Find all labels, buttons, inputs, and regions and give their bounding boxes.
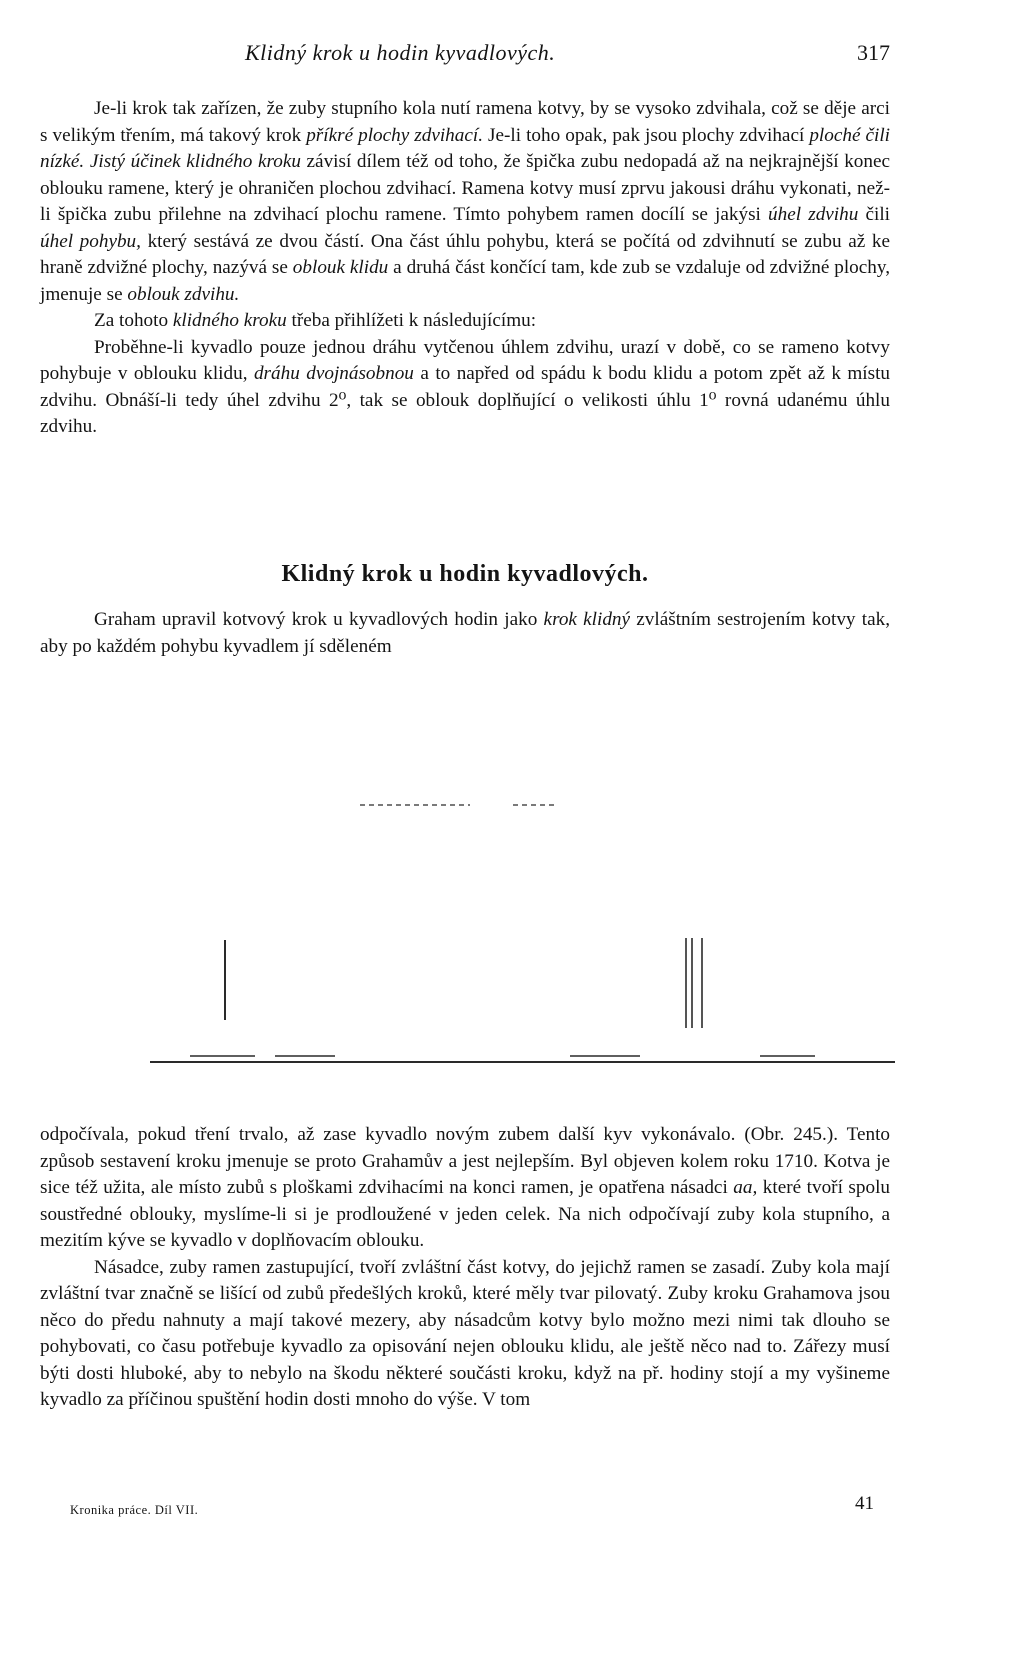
footer-source: Kronika práce. Díl VII. xyxy=(70,1503,199,1517)
paragraph xyxy=(40,607,890,660)
text-run: Za tohoto xyxy=(94,310,173,331)
text-run: které tvoří spolu soustředné oblouky, myslíme-li si je prodloužené v jeden celek. Na nich odpočívají zuby kola stupního, a mezitím kýve se kyvadlo v doplňovacím oblouku. xyxy=(40,1177,890,1251)
signature-mark: 41 xyxy=(855,1493,874,1514)
text-run: Proběhne-li kyvadlo pouze jednou dráhu vytčenou úhlem zdvihu, urazí v době, co se rameno kotvy pohybuje v oblouku klidu, xyxy=(40,336,890,384)
emphasis-text: ploché čili nízké. xyxy=(40,124,891,172)
text-run: který sestává ze dvou částí. Ona část úhlu pohybu, která se počítá od zdvihnutí se zubu až ke hraně zdvižné plochy, nazývá se xyxy=(40,230,890,278)
emphasis-text: oblouk klidu xyxy=(292,257,389,278)
page-number: 317 xyxy=(857,40,890,65)
text-block-upper xyxy=(40,96,890,441)
running-head xyxy=(40,40,890,70)
emphasis-text: úhel zdvihu xyxy=(768,204,859,225)
paragraph xyxy=(40,96,890,308)
text-run: odpočívala, pokud tření trvalo, až zase kyvadlo novým zubem další kyv vykonávalo. (Obr. 245.). Tento způsob sestavení kroku jmenuje se proto Grahamův a jest nejlepším. Byl objeven kolem roku 1710. Kotva je sice též užita, ale místo zubů s ploškami zdvihacími na konci ramen, je opatřena násadci xyxy=(40,1124,890,1198)
text-run: zvláštním sestrojením kotvy tak, aby po každém pohybu kyvadlem jí sděleném xyxy=(40,609,890,657)
emphasis-text: aa, xyxy=(733,1177,758,1198)
emphasis-text: Jistý účinek klidného kroku xyxy=(89,151,301,172)
emphasis-text: příkré plochy zdvihací. xyxy=(306,124,484,146)
running-title: Klidný krok u hodin kyvadlových. xyxy=(245,40,556,65)
paragraph xyxy=(40,308,890,335)
emphasis-text: oblouk zdvihu. xyxy=(127,283,240,305)
emphasis-text: úhel pohybu, xyxy=(40,230,141,252)
text-run: závisí dílem též od toho, že špička zubu nedopadá až na nejkrajnější konec oblouku ramene, který je ohraničen plochou zdvihací. Ramena kotvy musí zprvu jakousi dráhu vykonati, než-li špička zubu přilehne na zdvihací plochu ramene. Tímto pohybem ramen docílí se jakýsi xyxy=(40,151,891,225)
emphasis-text: krok klidný xyxy=(543,609,631,630)
emphasis-text: dráhu dvojnásobnou xyxy=(253,363,414,384)
text-run: třeba přihlížeti k následujícímu: xyxy=(286,310,537,331)
footer xyxy=(70,1493,890,1517)
text-run: čili xyxy=(858,204,890,225)
text-run: Je-li krok tak zařízen, že zuby stupního kola nutí ramena kotvy, by se vysoko zdvihala, což se děje arci s velikým třením, má takový krok xyxy=(40,98,890,146)
paragraph: Násadce, zuby ramen zastupující, tvoří zvláštní část kotvy, do jejichž ramen se zasadí. Zuby kola mají zvláštní tvar značně se lišící od zubů předešlých kroků, které měly tvar pilovatý. Zuby kroku Grahamova jsou něco do předu nahnuty a mají takové mezery, aby násadcům kotvy bylo možno mezi nimi tak dlouho se pohybovati, co času potřebuje kyvadlo za opisování nejen oblouku klidu, ale ještě něco nad to. Zářezy musí býti dosti hluboké, aby to nebylo na škodu některé součásti kroku, když na př. hodiny stojí a my vyšineme kyvadlo za příčinou spuštění hodin dosti mnoho do výše. V tom xyxy=(40,1256,890,1410)
paragraph xyxy=(40,335,890,441)
text-run: a to napřed od spádu k bodu klidu a potom zpět až k místu zdvihu. Obnáší-li tedy úhel zdvihu 2⁰, tak se oblouk doplňující o velikosti úhlu 1⁰ rovná udanému úhlu zdvihu. xyxy=(40,363,891,437)
text-block-middle xyxy=(40,607,890,660)
text-block-lower xyxy=(40,1122,890,1414)
figure-remnant xyxy=(0,790,1024,1090)
text-run: Je-li toho opak, pak jsou plochy zdvihací xyxy=(483,124,810,146)
text-run: Graham upravil kotvový krok u kyvadlových hodin jako xyxy=(94,609,544,630)
section-heading: Klidný krok u hodin kyvadlových. xyxy=(281,561,649,587)
text-run: a druhá část končící tam, kde zub se vzdaluje od zdvižné plochy, jmenuje se xyxy=(40,257,890,305)
emphasis-text: klidného kroku xyxy=(172,310,287,331)
paragraph xyxy=(40,1122,890,1255)
